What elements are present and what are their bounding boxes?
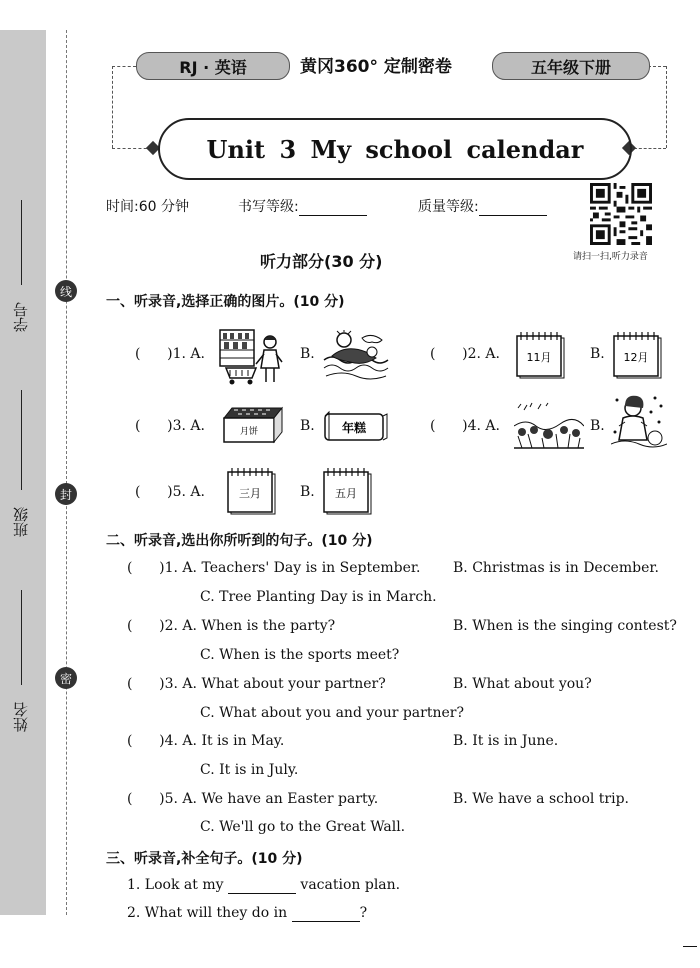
s3-q2-post: ? [359, 905, 368, 921]
student-number-label: 学号 [12, 302, 30, 332]
s2-q5-c: C. We'll go to the Great Wall. [200, 819, 406, 835]
snow-girl-icon [611, 392, 667, 454]
s2-q4-b: B. It is in June. [453, 733, 559, 749]
s2-q3-b: B. What about you? [453, 676, 592, 692]
s2-q1-a: ( )1. A. Teachers' Day is in September. [127, 560, 421, 576]
header-dash-right-v [666, 66, 667, 148]
s1-q5-number: ( )5. A. [135, 484, 205, 500]
s1-q1-number: ( )1. A. [135, 346, 205, 362]
class-line [21, 390, 22, 490]
s3-q1-blank[interactable] [228, 877, 296, 894]
page-corner-mark [683, 946, 697, 947]
s3-q1-pre: 1. Look at my [127, 877, 224, 893]
writing-grade-blank [299, 199, 367, 216]
mooncake-box-icon [220, 404, 286, 446]
writing-grade-text: 书写等级: [238, 199, 299, 215]
s3-q1-post: vacation plan. [300, 877, 401, 893]
time-label: 时间:60 分钟 [106, 199, 189, 215]
s2-q1-b: B. Christmas is in December. [453, 560, 659, 576]
s1-q3-b: B. [300, 418, 315, 434]
listening-heading: 听力部分(30 分) [260, 252, 383, 271]
seal-xian: 线 [55, 280, 77, 302]
rice-cake-label: 年糕 [341, 421, 367, 435]
seal-feng: 封 [55, 483, 77, 505]
calendar-icon [320, 466, 374, 516]
s3-q2-blank[interactable] [292, 905, 360, 922]
section2-heading: 二、听录音,选出你所听到的句子。(10 分) [106, 533, 373, 549]
s1-q5-b: B. [300, 484, 315, 500]
calendar-month-12: 12月 [623, 351, 649, 364]
title-dash-right [634, 148, 666, 149]
s1-q3-number: ( )3. A. [135, 418, 205, 434]
calendar-month-may: 五月 [335, 487, 357, 500]
mooncake-box-label: 月饼 [239, 427, 259, 437]
header-dash-left [112, 66, 136, 67]
series-title: 黄冈360° 定制密卷 [300, 57, 452, 77]
seal-mi: 密 [55, 667, 77, 689]
student-number-line [21, 200, 22, 285]
s3-q2-pre: 2. What will they do in [127, 905, 288, 921]
qr-caption: 请扫一扫,听力录音 [573, 252, 648, 262]
beach-swimming-icon [322, 330, 392, 382]
binding-dashed-line [66, 30, 67, 915]
s2-q3-a: ( )3. A. What about your partner? [127, 676, 386, 692]
s1-q4-number: ( )4. A. [430, 418, 500, 434]
s3-q1 [127, 877, 400, 894]
quality-grade-blank [479, 199, 547, 216]
calendar-month-11: 11月 [526, 351, 552, 364]
s1-q4-b: B. [590, 418, 605, 434]
subject-pill: RJ · 英语 [136, 52, 290, 80]
grade-pill: 五年级下册 [492, 52, 650, 80]
s2-q4-c: C. It is in July. [200, 762, 299, 778]
quality-grade-text: 质量等级: [418, 199, 479, 215]
s2-q1-c: C. Tree Planting Day is in March. [200, 589, 437, 605]
s1-q2-b: B. [590, 346, 605, 362]
section3-heading: 三、听录音,补全句子。(10 分) [106, 851, 303, 867]
quality-grade-label [418, 196, 547, 216]
s2-q5-b: B. We have a school trip. [453, 791, 630, 807]
title-box [158, 118, 632, 180]
qr-code-icon[interactable] [590, 183, 652, 245]
name-label: 姓名 [12, 702, 30, 732]
s2-q2-a: ( )2. A. When is the party? [127, 618, 336, 634]
garden-flowers-icon [514, 400, 584, 452]
s1-q2-number: ( )2. A. [430, 346, 500, 362]
header-dash-left-v [112, 66, 113, 148]
writing-grade-label [238, 196, 367, 216]
binding-strip [0, 30, 46, 915]
s2-q4-a: ( )4. A. It is in May. [127, 733, 285, 749]
calendar-icon [610, 330, 664, 380]
s1-q1-b: B. [300, 346, 315, 362]
class-label: 班级 [12, 507, 30, 537]
calendar-icon [513, 330, 567, 380]
name-line [21, 590, 22, 685]
section1-heading: 一、听录音,选择正确的图片。(10 分) [106, 294, 345, 310]
calendar-month-march: 三月 [239, 487, 261, 500]
unit-title: Unit 3 My school calendar [206, 134, 584, 164]
calendar-icon [224, 466, 278, 516]
rice-cake-pack-icon [323, 408, 389, 446]
s2-q5-a: ( )5. A. We have an Easter party. [127, 791, 379, 807]
s3-q2 [127, 905, 367, 922]
header-dash-right [648, 66, 666, 67]
s2-q2-b: B. When is the singing contest? [453, 618, 677, 634]
s2-q2-c: C. When is the sports meet? [200, 647, 400, 663]
supermarket-shopping-icon [218, 328, 288, 386]
s2-q3-c: C. What about you and your partner? [200, 705, 464, 721]
